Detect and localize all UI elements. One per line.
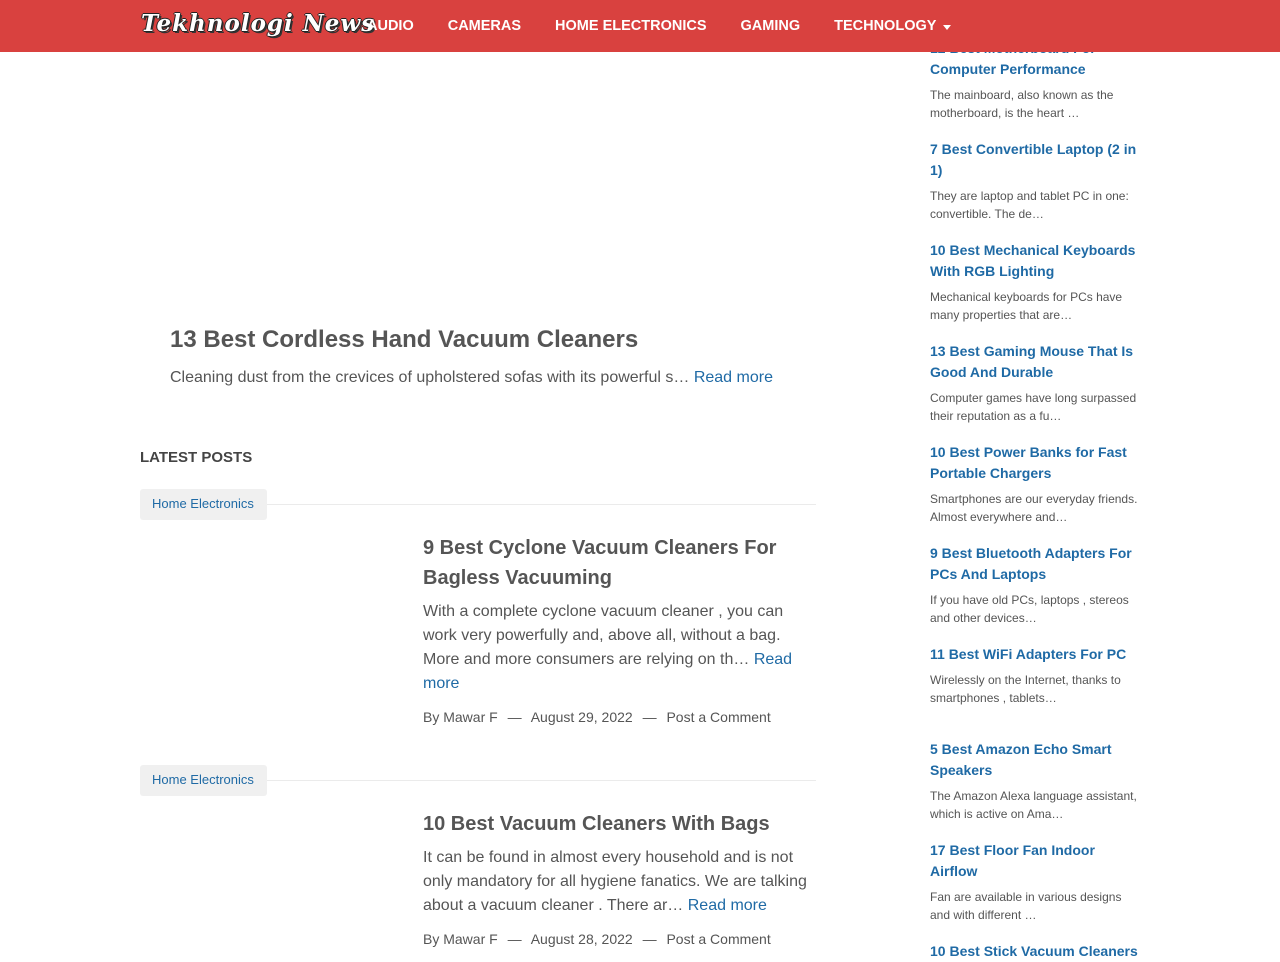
sidebar-post [930, 341, 1142, 425]
post-body [423, 533, 816, 725]
sidebar-post-excerpt: The Amazon Alexa language assistant, which is active on Ama… [930, 789, 1137, 821]
post-comment-link[interactable]: Post a Comment [666, 931, 771, 947]
site-logo[interactable]: Tekhnologi News [141, 10, 376, 37]
sidebar-post-excerpt: If you have old PCs, laptops , stereos and other devices… [930, 593, 1129, 625]
nav-item-audio[interactable]: AUDIO [367, 18, 414, 34]
nav-item-home-electronics[interactable]: HOME ELECTRONICS [555, 18, 707, 34]
post-by-label: By [423, 931, 440, 947]
post-body [423, 809, 816, 947]
post-title[interactable]: 9 Best Cyclone Vacuum Cleaners For Bagless Vacuuming [423, 537, 777, 589]
sidebar-post-title[interactable]: 10 Best Stick Vacuum Cleaners [930, 943, 1138, 959]
read-more-link[interactable]: Read more [423, 651, 793, 692]
post-comment-link[interactable]: Post a Comment [666, 709, 771, 725]
sidebar-post-title[interactable]: Computer Performance [930, 61, 1086, 77]
sidebar-post-title[interactable]: 10 Best Power Banks for Fast Portable Chargers [930, 444, 1127, 481]
sidebar-post-excerpt: The mainboard, also known as the motherboard, is the heart … [930, 88, 1114, 120]
featured-post-title[interactable]: 13 Best Cordless Hand Vacuum Cleaners [170, 326, 639, 353]
nav-item-technology-label: TECHNOLOGY [834, 18, 937, 34]
meta-separator: — [507, 931, 522, 947]
post-title[interactable]: 10 Best Vacuum Cleaners With Bags [423, 813, 770, 835]
read-more-link[interactable]: Read more [687, 897, 767, 914]
main-menu [350, 0, 968, 52]
post-excerpt [423, 846, 816, 918]
category-badge[interactable]: Home Electronics [140, 489, 267, 520]
sidebar-post [930, 543, 1142, 627]
post-author-link[interactable]: Mawar F [443, 931, 498, 947]
sidebar-post-title[interactable]: 7 Best Convertible Laptop (2 in 1) [930, 141, 1137, 178]
sidebar-post [930, 644, 1142, 707]
sidebar-post-title[interactable]: 13 Best Gaming Mouse That Is Good And Durable [930, 343, 1134, 380]
meta-separator: — [642, 709, 657, 725]
sidebar-post-title[interactable]: 11 Best WiFi Adapters For PC [930, 646, 1127, 662]
meta-separator: — [642, 931, 657, 947]
top-navbar [0, 0, 1280, 52]
sidebar-post-excerpt: Mechanical keyboards for PCs have many properties that are… [930, 290, 1123, 322]
sidebar-post-excerpt: They are laptop and tablet PC in one: convertible. The de… [930, 189, 1129, 221]
sidebar-post [930, 139, 1142, 223]
sidebar-post [930, 240, 1142, 324]
sidebar-post-excerpt: Fan are available in various designs and with different … [930, 890, 1122, 922]
sidebar-post-title[interactable]: 17 Best Floor Fan Indoor Airflow [930, 842, 1095, 879]
sidebar-post [930, 941, 1142, 962]
sidebar-post [930, 442, 1142, 526]
nav-item-technology[interactable] [817, 0, 968, 52]
post-excerpt [423, 600, 816, 696]
featured-read-more-link[interactable]: Read more [693, 369, 773, 386]
post-meta [423, 709, 816, 725]
post-by-label: By [423, 709, 440, 725]
nav-item-cameras[interactable]: CAMERAS [447, 18, 522, 34]
post-excerpt-text: With a complete cyclone vacuum cleaner , you can work very powerfully and, above all, without a bag. More and more consumers are relying on th… [423, 603, 784, 668]
latest-posts-heading: LATEST POSTS [140, 449, 253, 466]
sidebar-post-title[interactable]: 5 Best Amazon Echo Smart Speakers [930, 741, 1112, 778]
sidebar-post-excerpt: Wirelessly on the Internet, thanks to smartphones , tablets… [930, 673, 1121, 705]
sidebar-post [930, 739, 1142, 823]
meta-separator: — [507, 709, 522, 725]
post-date-link[interactable]: August 28, 2022 [530, 931, 633, 947]
category-badge[interactable]: Home Electronics [140, 765, 267, 796]
sidebar-post-excerpt: Smartphones are our everyday friends. Almost everywhere and… [930, 492, 1138, 524]
post-category-row [140, 765, 816, 796]
post-card [140, 765, 816, 947]
post-excerpt-text: It can be found in almost every household and is not only mandatory for all hygiene fanatics. We are talking about a vacuum cleaner . There ar… [423, 849, 807, 914]
nav-item-gaming[interactable]: GAMING [740, 18, 801, 34]
featured-post-excerpt [170, 369, 810, 387]
post-date-link[interactable]: August 29, 2022 [530, 709, 633, 725]
sidebar-post-excerpt: Computer games have long surpassed their reputation as a fu… [930, 391, 1137, 423]
caret-down-icon [943, 25, 951, 30]
sidebar-post-title[interactable]: 9 Best Bluetooth Adapters For PCs And Laptops [930, 545, 1132, 582]
post-category-row [140, 489, 816, 520]
post-card [140, 489, 816, 725]
featured-excerpt-text: Cleaning dust from the crevices of upholstered sofas with its powerful s… [170, 369, 690, 386]
sidebar-post [930, 840, 1142, 924]
post-author-link[interactable]: Mawar F [443, 709, 498, 725]
sidebar-post-title[interactable]: 10 Best Mechanical Keyboards With RGB Lighting [930, 242, 1136, 279]
post-meta [423, 931, 816, 947]
